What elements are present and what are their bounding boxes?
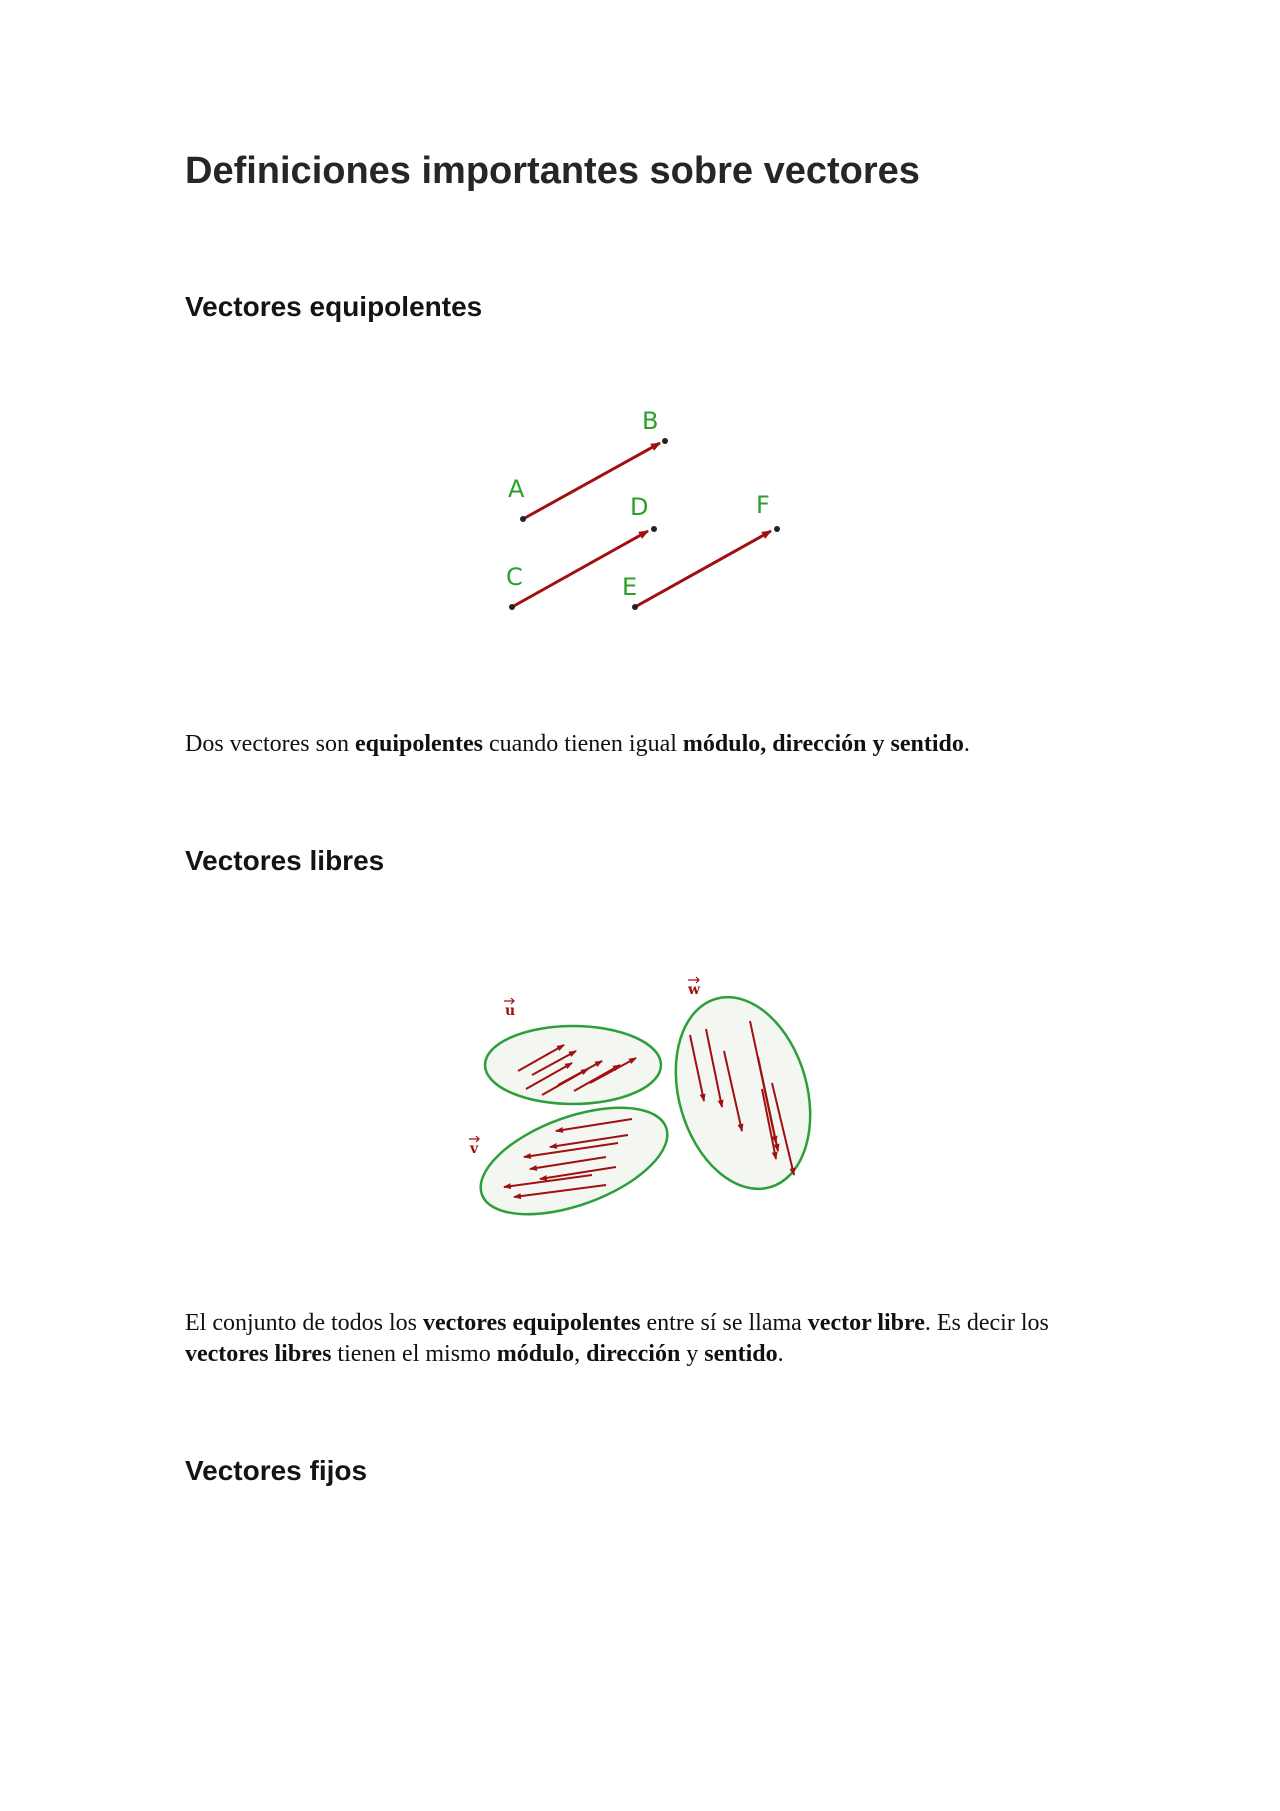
point-a bbox=[520, 516, 526, 522]
bold-run: vectores libres bbox=[185, 1341, 332, 1367]
bold-run: módulo bbox=[496, 1341, 575, 1367]
text-run: cuando tienen igual bbox=[482, 731, 683, 757]
libres-figure bbox=[460, 965, 820, 1220]
text-run: El conjunto de todos los bbox=[185, 1310, 423, 1336]
point-f bbox=[774, 526, 780, 532]
heading-vectores-fijos: Vectores fijos bbox=[185, 1455, 368, 1486]
point-d bbox=[651, 526, 657, 532]
page-title: Definiciones importantes sobre vectores bbox=[185, 150, 920, 192]
label-e: E bbox=[622, 573, 638, 601]
label-v: v bbox=[470, 1141, 479, 1157]
ellipse-w bbox=[654, 981, 831, 1205]
vector-ef bbox=[635, 531, 771, 607]
ellipse-u bbox=[485, 1026, 661, 1104]
text-run: entre sí se llama bbox=[640, 1310, 808, 1336]
label-b: B bbox=[642, 407, 659, 435]
point-b bbox=[662, 438, 668, 444]
label-a: A bbox=[508, 475, 525, 503]
label-w: w bbox=[688, 982, 701, 998]
bold-run: vector libre bbox=[807, 1310, 925, 1336]
text-run: , bbox=[574, 1341, 587, 1367]
heading-vectores-equipolentes: Vectores equipolentes bbox=[185, 291, 483, 322]
equipolentes-figure bbox=[490, 405, 810, 625]
text-run: . bbox=[963, 731, 970, 757]
label-f: F bbox=[756, 491, 770, 519]
ellipse-v bbox=[467, 1086, 681, 1236]
label-d: D bbox=[630, 493, 649, 521]
label-c: C bbox=[506, 563, 523, 591]
bold-run: sentido bbox=[704, 1341, 778, 1367]
text-run: tienen el mismo bbox=[331, 1341, 497, 1367]
bold-run: dirección bbox=[586, 1341, 681, 1367]
heading-vectores-libres: Vectores libres bbox=[185, 845, 385, 876]
text-run: y bbox=[680, 1341, 705, 1367]
bold-run: equipolentes bbox=[354, 731, 483, 757]
paragraph-equipolentes bbox=[185, 729, 1105, 760]
text-run: . bbox=[777, 1341, 784, 1367]
label-u: u bbox=[505, 1003, 516, 1019]
point-c bbox=[509, 604, 515, 610]
paragraph-libres bbox=[185, 1308, 1105, 1370]
text-run: Dos vectores son bbox=[185, 731, 355, 757]
point-e bbox=[632, 604, 638, 610]
bold-run: vectores equipolentes bbox=[422, 1310, 641, 1336]
text-run: . Es decir los bbox=[924, 1310, 1049, 1336]
bold-run: módulo, dirección y sentido bbox=[682, 731, 964, 757]
